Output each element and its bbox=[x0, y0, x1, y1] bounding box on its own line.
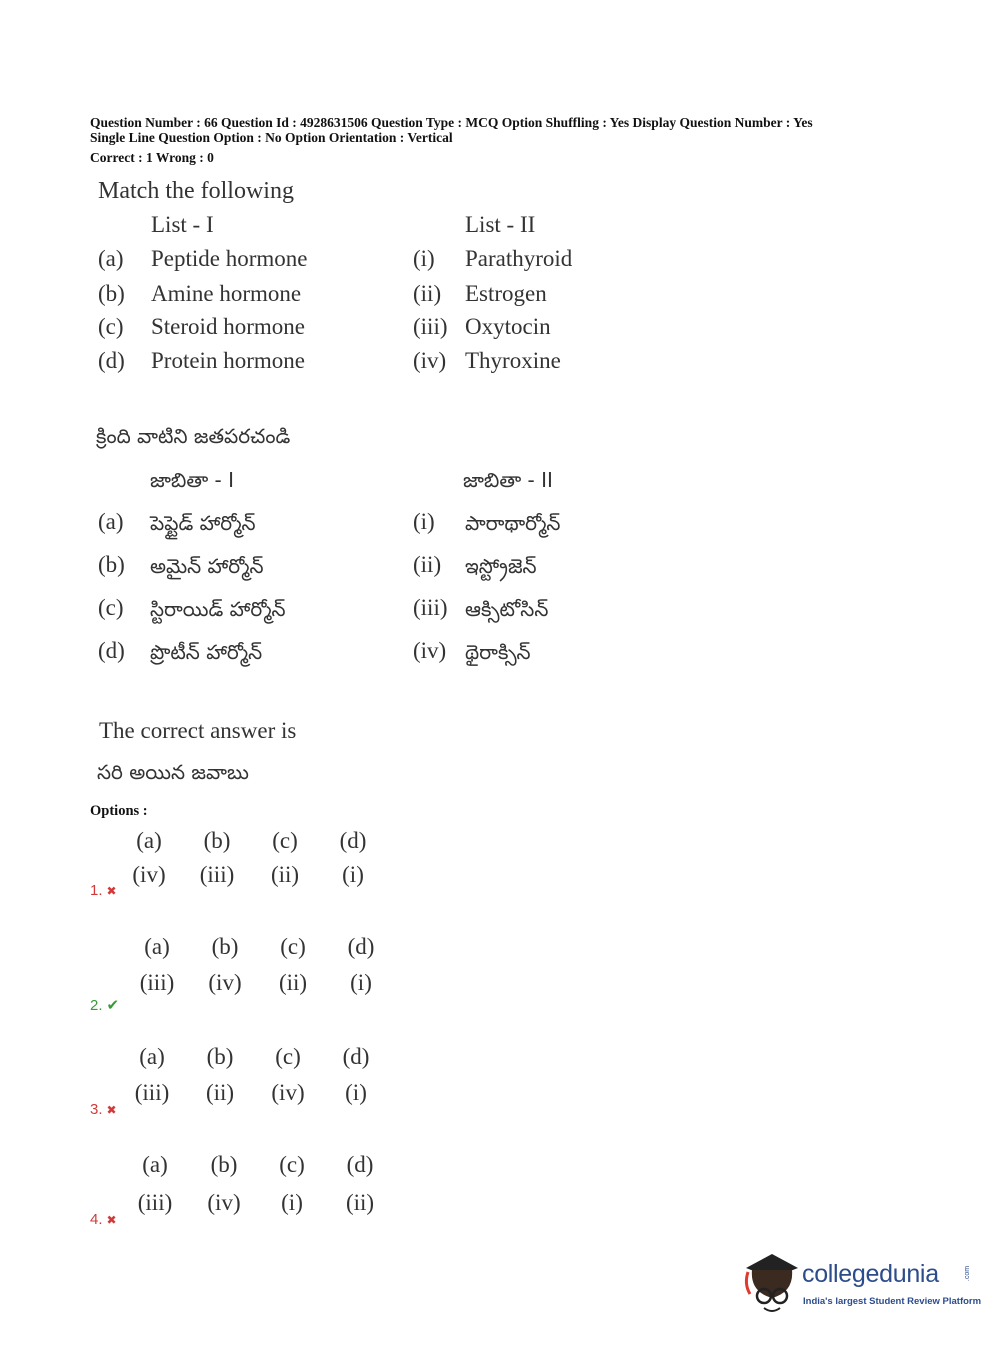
option-head: (d) bbox=[342, 1044, 370, 1069]
option-head: (b) bbox=[211, 934, 239, 959]
list-2-header: List - II bbox=[465, 212, 536, 237]
option-head: (d) bbox=[347, 934, 375, 959]
option-value: (iv) bbox=[132, 862, 166, 887]
list-1-header: List - I bbox=[151, 212, 214, 237]
option-value: (iii) bbox=[137, 1190, 173, 1215]
row-label: (c) bbox=[98, 595, 124, 620]
option-value: (iii) bbox=[199, 862, 235, 887]
option-value: (i) bbox=[345, 1080, 367, 1105]
wrong-mark-icon: ✖ bbox=[106, 884, 117, 898]
row-label: (ii) bbox=[413, 552, 442, 577]
row-label: (b) bbox=[98, 281, 125, 306]
option-head: (a) bbox=[142, 1152, 168, 1177]
question-meta-line-2: Single Line Question Option : No Option Orientation : Vertical bbox=[90, 130, 453, 145]
row-term: ప్రొటీన్ హార్మోన్ bbox=[150, 640, 263, 664]
option-value: (iii) bbox=[139, 970, 175, 995]
row-term: Thyroxine bbox=[465, 348, 561, 373]
row-term: Parathyroid bbox=[465, 246, 573, 271]
wrong-mark-icon: ✖ bbox=[106, 1103, 117, 1117]
row-term: Estrogen bbox=[465, 281, 547, 306]
row-label: (i) bbox=[413, 509, 435, 534]
option-number: 4. ✖ bbox=[90, 1211, 117, 1228]
row-label: (iv) bbox=[413, 638, 447, 663]
option-value: (i) bbox=[281, 1190, 303, 1215]
option-head: (b) bbox=[210, 1152, 238, 1177]
row-label: (iii) bbox=[413, 314, 448, 339]
row-label: (b) bbox=[98, 552, 125, 577]
option-value: (i) bbox=[342, 862, 364, 887]
answer-prompt-te: సరి అయిన జవాబు bbox=[97, 760, 249, 784]
row-term: Steroid hormone bbox=[151, 314, 305, 339]
row-label: (ii) bbox=[413, 281, 442, 306]
row-label: (a) bbox=[98, 509, 124, 534]
option-head: (c) bbox=[275, 1044, 301, 1069]
row-label: (c) bbox=[98, 314, 124, 339]
option-number: 2. ✔ bbox=[90, 997, 120, 1014]
option-value: (iii) bbox=[134, 1080, 170, 1105]
option-value: (iv) bbox=[208, 970, 242, 995]
option-value: (ii) bbox=[205, 1080, 235, 1105]
option-value: (ii) bbox=[270, 862, 300, 887]
option-head: (c) bbox=[272, 828, 298, 853]
row-term: స్టిరాయిడ్ హార్మోన్ bbox=[150, 597, 286, 621]
question-meta-line-1: Question Number : 66 Question Id : 4928631506 Question Type : MCQ Option Shuffling : Yes Display Question Number : Yes bbox=[90, 115, 813, 130]
row-label: (d) bbox=[98, 348, 125, 373]
option-value: (iv) bbox=[207, 1190, 241, 1215]
option-head: (c) bbox=[279, 1152, 305, 1177]
options-label: Options : bbox=[90, 803, 148, 819]
logo-tagline: India's largest Student Review Platform bbox=[803, 1296, 982, 1307]
question-title-en: Match the following bbox=[98, 178, 294, 204]
row-label: (iv) bbox=[413, 348, 447, 373]
option-value: (ii) bbox=[278, 970, 308, 995]
list-2-header-te: జాబితా - II bbox=[463, 468, 553, 492]
row-term: ఆక్సిటోసిన్ bbox=[465, 597, 549, 621]
option-head: (a) bbox=[144, 934, 170, 959]
logo-wordmark: collegedunia bbox=[802, 1260, 939, 1288]
option-head: (d) bbox=[339, 828, 367, 853]
option-number: 3. ✖ bbox=[90, 1101, 117, 1118]
correct-mark-icon: ✔ bbox=[106, 997, 120, 1014]
row-label: (a) bbox=[98, 246, 124, 271]
option-value: (iv) bbox=[271, 1080, 305, 1105]
answer-prompt-en: The correct answer is bbox=[99, 718, 297, 743]
logo-suffix: .com bbox=[964, 1265, 972, 1282]
row-term: Peptide hormone bbox=[151, 246, 308, 271]
row-label: (i) bbox=[413, 246, 435, 271]
option-head: (b) bbox=[206, 1044, 234, 1069]
option-head: (a) bbox=[139, 1044, 165, 1069]
row-term: Oxytocin bbox=[465, 314, 551, 339]
row-term: థైరాక్సిన్ bbox=[465, 640, 531, 664]
row-term: Amine hormone bbox=[151, 281, 302, 306]
row-term: పెప్టైడ్ హార్మోన్ bbox=[150, 511, 256, 535]
option-head: (c) bbox=[280, 934, 306, 959]
list-1-header-te: జాబితా - I bbox=[150, 468, 235, 492]
marking-scheme: Correct : 1 Wrong : 0 bbox=[90, 150, 214, 165]
option-head: (b) bbox=[203, 828, 231, 853]
option-number: 1. ✖ bbox=[90, 882, 117, 899]
row-label: (d) bbox=[98, 638, 125, 663]
collegedunia-logo bbox=[742, 1248, 982, 1318]
option-head: (d) bbox=[346, 1152, 374, 1177]
row-term: ఇస్ట్రోజెన్ bbox=[465, 554, 537, 578]
question-title-te: క్రింది వాటిని జతపరచండి bbox=[96, 424, 291, 448]
row-term: Protein hormone bbox=[151, 348, 305, 373]
row-label: (iii) bbox=[413, 595, 448, 620]
option-value: (i) bbox=[350, 970, 372, 995]
row-term: అమైన్ హార్మోన్ bbox=[150, 554, 264, 578]
wrong-mark-icon: ✖ bbox=[106, 1213, 117, 1227]
mascot-icon bbox=[742, 1248, 802, 1318]
option-value: (ii) bbox=[345, 1190, 375, 1215]
row-term: పారాథార్మోన్ bbox=[465, 511, 561, 535]
option-head: (a) bbox=[136, 828, 162, 853]
